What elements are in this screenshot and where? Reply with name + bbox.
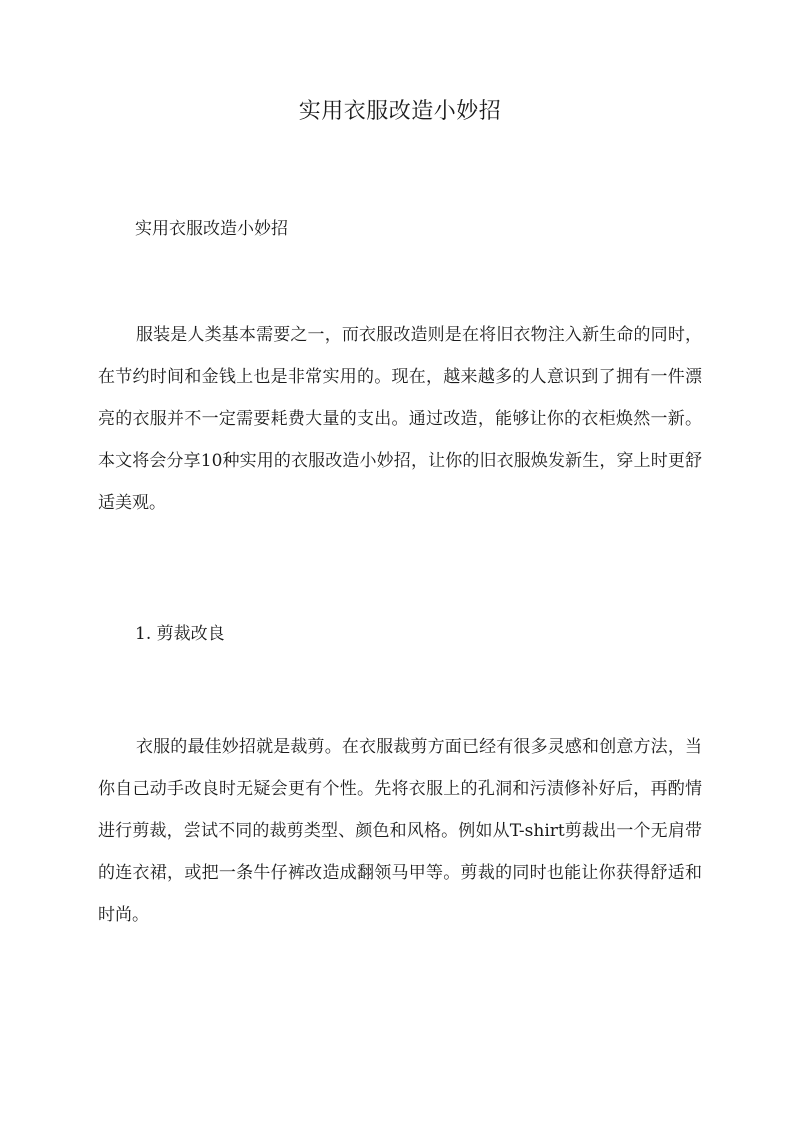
section-heading-1: 1. 剪裁改良 bbox=[135, 624, 225, 644]
section-paragraph-1: 衣服的最佳妙招就是裁剪。在衣服裁剪方面已经有很多灵感和创意方法，当你自己动手改良时无疑会更有个性。先将衣服上的孔洞和污渍修补好后，再酌情进行剪裁，尝试不同的裁剪类型、颜色和风格。例如从T-shirt剪裁出一个无肩带的连衣裙，或把一条牛仔裤改造成翻领马甲等。剪裁的同时也能让你获得舒适和时尚。 bbox=[98, 737, 702, 925]
document-title: 实用衣服改造小妙招 bbox=[298, 99, 502, 124]
intro-paragraph: 服装是人类基本需要之一，而衣服改造则是在将旧衣物注入新生命的同时，在节约时间和金钱上也是非常实用的。现在，越来越多的人意识到了拥有一件漂亮的衣服并不一定需要耗费大量的支出。通过改造，能够让你的衣柜焕然一新。本文将会分享10种实用的衣服改造小妙招，让你的旧衣服焕发新生，穿上时更舒适美观。 bbox=[98, 325, 702, 513]
document-subtitle: 实用衣服改造小妙招 bbox=[135, 219, 288, 239]
